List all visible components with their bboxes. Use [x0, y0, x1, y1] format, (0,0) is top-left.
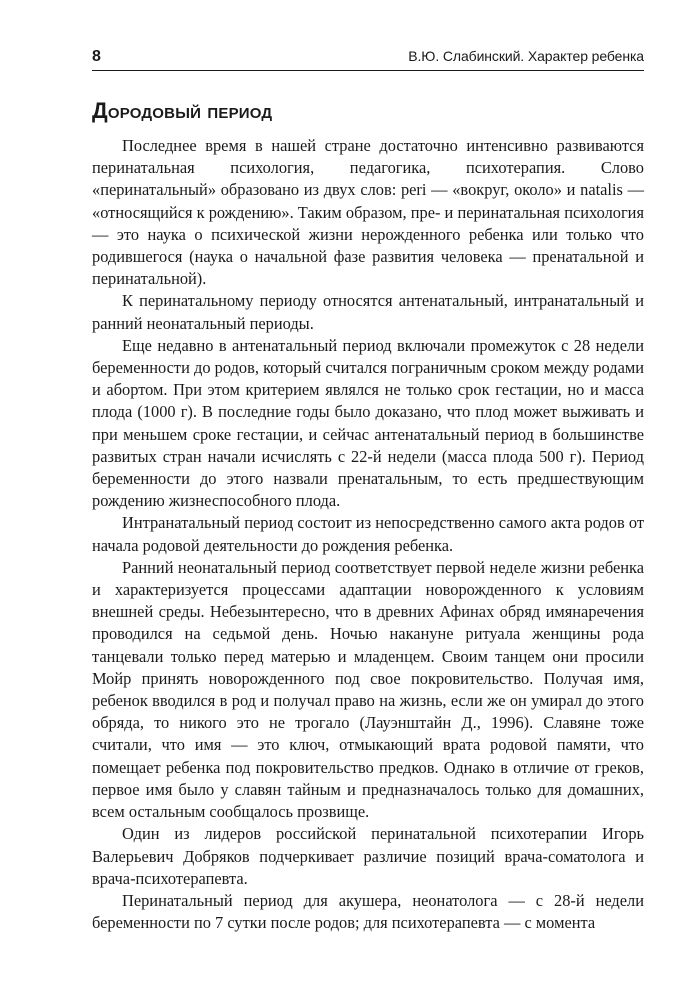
page-number: 8 — [92, 48, 101, 65]
paragraph: Последнее время в нашей стране достаточно интенсивно развиваются перинатальная психология, педагогика, психотерапия. Слово «перинатальный» образовано из двух слов: peri — «вокруг, около» и natalis — «относящийся к рождению». Таким образом, пре- и перинатальная психология — это наука о психической жизни нерожденного ребенка или только что родившегося (наука о начальной фазе развития человека — пренатальной и перинатальной). — [92, 136, 644, 289]
paragraph: Перинатальный период для акушера, неонатолога — с 28-й недели беременности по 7 сутки после родов; для психотерапевта — с момента — [92, 890, 644, 933]
body-text — [92, 135, 644, 934]
book-page — [92, 46, 644, 934]
paragraph: Ранний неонатальный период соответствует первой неделе жизни ребенка и характеризуется процессами адаптации новорожденного к условиям внешней среды. Небезынтересно, что в древних Афинах обряд имянаречения проводился на седьмой день. Ночью накануне ритуала женщины рода танцевали только перед матерью и младенцем. Своим танцем они просили Мойр принять новорожденного под свое покровительство. Получая имя, ребенок вводился в род и получал право на жизнь, если же он умирал до этого обряда, то никого это не трогало (Лауэнштайн Д., 1996). Славяне тоже считали, что имя — это ключ, отмыкающий врата родовой памяти, что помещает ребенка под покровительство предков. Однако в отличие от греков, первое имя было у славян тайным и предназначалось только для домашних, всем остальным сообщалось прозвище. — [92, 557, 644, 822]
paragraph: Один из лидеров российской перинатальной психотерапии Игорь Валерьевич Добряков подчеркивает различие позиций врача-соматолога и врача-психотерапевта. — [92, 824, 644, 888]
paragraph: Интранатальный период состоит из непосредственно самого акта родов от начала родовой деятельности до рождения ребенка. — [92, 513, 644, 555]
paragraph: К перинатальному периоду относятся антенатальный, интранатальный и ранний неонатальный периоды. — [92, 291, 644, 333]
running-head — [92, 46, 644, 71]
running-title: В.Ю. Слабинский. Характер ребенка — [408, 48, 644, 64]
section-title: Дородовый период — [92, 98, 273, 123]
paragraph: Еще недавно в антенатальный период включали промежуток с 28 недели беременности до родов, который считался пограничным сроком между родами и абортом. При этом критерием являлся не только срок гестации, но и масса плода (1000 г). В последние годы было доказано, что плод может выживать и при меньшем сроке гестации, и сейчас антенатальный период в большинстве развитых стран начали исчислять с 22-й недели (масса плода 500 г). Период беременности до этого назвали пренатальным, то есть предшествующим рождению жизнеспособного плода. — [92, 335, 644, 511]
